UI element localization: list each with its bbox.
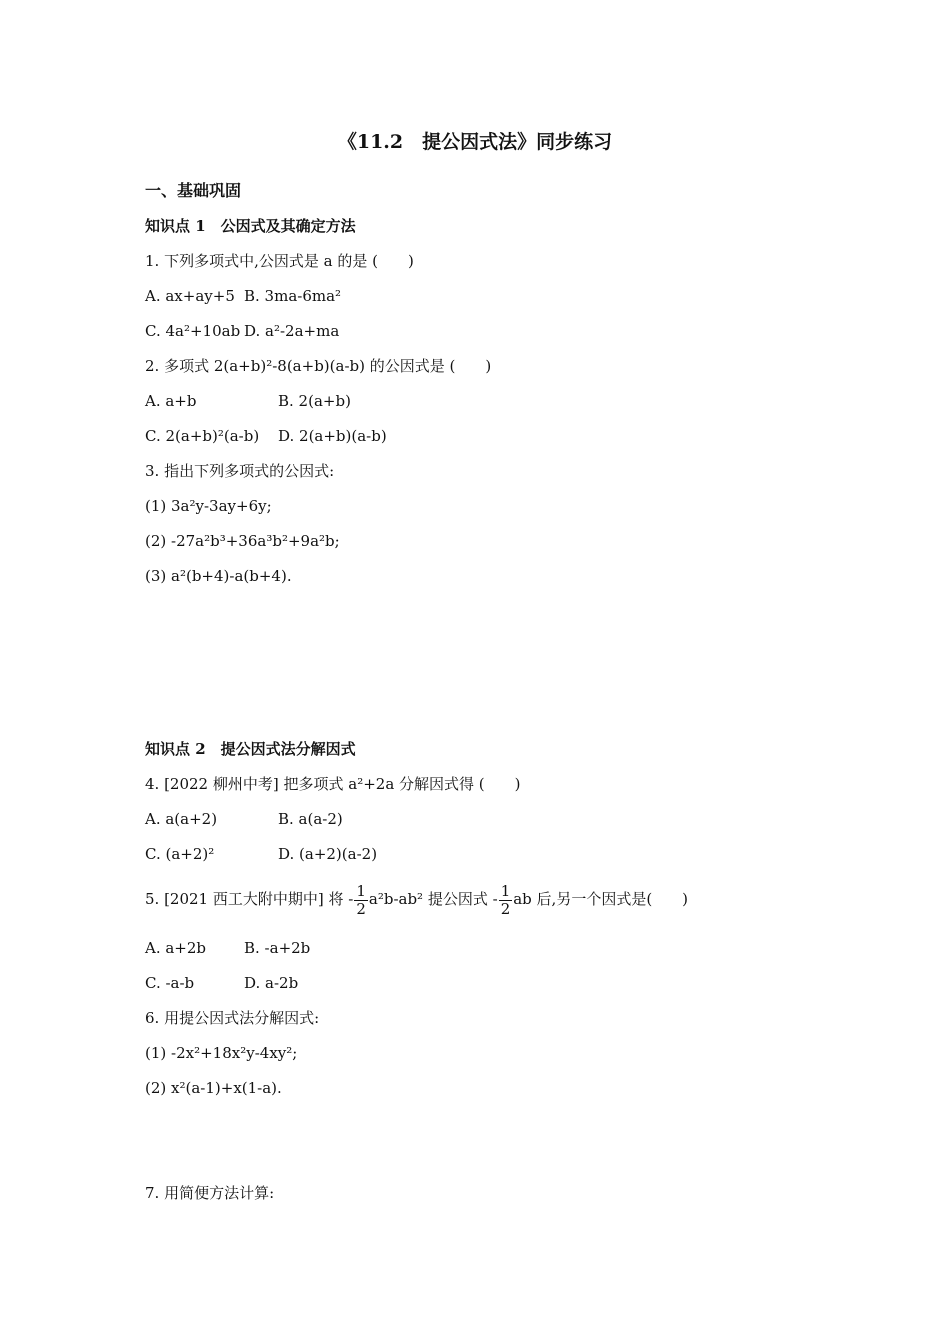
question-1-option-c: C. 4a²+10ab — [145, 322, 241, 340]
question-3-part-2: (2) -27a²b³+36a³b²+9a²b; — [145, 532, 340, 550]
knowledge-point-2-heading: 知识点 2 提公因式法分解因式 — [145, 740, 356, 758]
fraction-numerator: 1 — [356, 881, 366, 900]
question-4-option-b: B. a(a-2) — [278, 810, 343, 828]
question-4-option-a: A. a(a+2) — [145, 810, 218, 828]
question-4-stem: 4. [2022 柳州中考] 把多项式 a²+2a 分解因式得 ( ) — [145, 775, 521, 793]
question-5-option-c: C. -a-b — [145, 974, 195, 992]
question-6-part-1: (1) -2x²+18x²y-4xy²; — [145, 1044, 298, 1062]
fraction-one-half-second — [499, 883, 513, 918]
question-2-option-b: B. 2(a+b) — [278, 392, 351, 410]
page-title: 《11.2 提公因式法》同步练习 — [337, 131, 613, 153]
question-6-stem: 6. 用提公因式法分解因式: — [145, 1009, 320, 1027]
question-5-option-d: D. a-2b — [244, 974, 299, 992]
question-5-stem-end: ab 后,另一个因式是( ) — [513, 890, 689, 908]
question-5-stem-middle: a²b-ab² 提公因式 - — [368, 890, 498, 908]
fraction-denominator-second: 2 — [500, 899, 511, 918]
question-3-stem: 3. 指出下列多项式的公因式: — [145, 462, 335, 480]
question-2-stem: 2. 多项式 2(a+b)²-8(a+b)(a-b) 的公因式是 ( ) — [145, 357, 492, 375]
question-5-option-b: B. -a+2b — [244, 939, 311, 957]
question-1-option-a: A. ax+ay+5 — [145, 287, 235, 305]
question-5-stem — [145, 880, 688, 918]
question-5-option-a: A. a+2b — [145, 939, 207, 957]
question-2-option-c: C. 2(a+b)²(a-b) — [145, 427, 260, 445]
question-4-option-c: C. (a+2)² — [145, 845, 215, 863]
fraction-numerator-second: 1 — [500, 881, 511, 900]
question-2-option-a: A. a+b — [145, 392, 197, 410]
section-heading-basic: 一、基础巩固 — [145, 181, 242, 200]
question-3-part-3: (3) a²(b+4)-a(b+4). — [145, 567, 292, 585]
question-1-option-d: D. a²-2a+ma — [244, 322, 340, 340]
question-6-part-2: (2) x²(a-1)+x(1-a). — [145, 1079, 282, 1097]
question-1-stem: 1. 下列多项式中,公因式是 a 的是 ( ) — [145, 252, 414, 270]
fraction-denominator: 2 — [356, 899, 366, 918]
question-1-option-b: B. 3ma-6ma² — [244, 287, 342, 305]
question-5-stem-start: 5. [2021 西工大附中期中] 将 - — [145, 890, 354, 908]
question-4-option-d: D. (a+2)(a-2) — [278, 845, 378, 863]
fraction-one-half — [354, 883, 368, 918]
knowledge-point-1-heading: 知识点 1 公因式及其确定方法 — [145, 217, 356, 235]
question-2-option-d: D. 2(a+b)(a-b) — [278, 427, 387, 445]
question-3-part-1: (1) 3a²y-3ay+6y; — [145, 497, 272, 515]
question-7-stem: 7. 用简便方法计算: — [145, 1184, 275, 1202]
